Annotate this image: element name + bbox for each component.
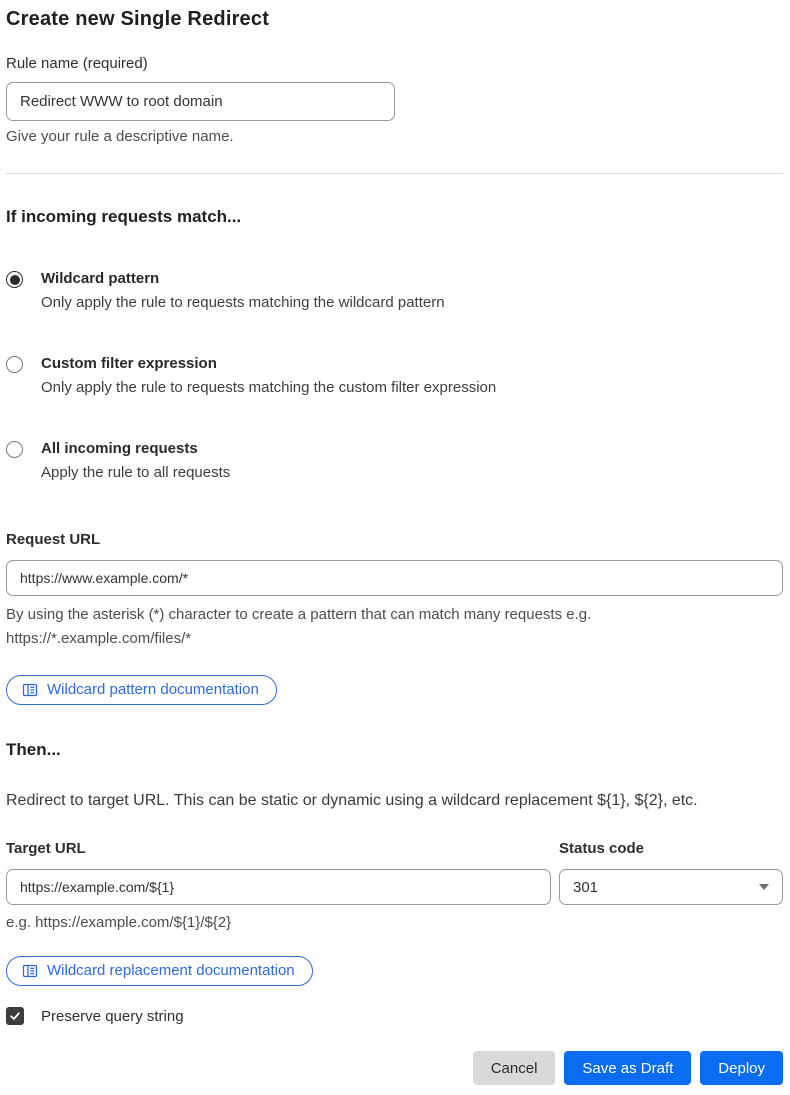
radio-desc-wildcard-pattern: Only apply the rule to requests matching the wildcard pattern <box>41 294 445 311</box>
request-url-help <box>6 603 783 651</box>
preserve-query-row <box>6 1007 783 1025</box>
status-code-select[interactable] <box>559 869 783 905</box>
radio-wildcard-pattern[interactable] <box>6 271 23 288</box>
request-url-input[interactable] <box>6 560 783 596</box>
target-url-input[interactable] <box>6 869 551 905</box>
chevron-down-icon <box>759 884 769 890</box>
wildcard-pattern-docs-label: Wildcard pattern documentation <box>47 681 259 698</box>
status-code-label: Status code <box>559 840 645 857</box>
page-title: Create new Single Redirect <box>6 8 270 30</box>
wildcard-replacement-docs-label: Wildcard replacement documentation <box>47 962 295 979</box>
radio-option-wildcard-pattern[interactable] <box>6 270 783 311</box>
target-url-help: e.g. https://example.com/${1}/${2} <box>6 914 232 931</box>
preserve-query-label[interactable]: Preserve query string <box>41 1007 184 1025</box>
request-url-help-line2: https://*.example.com/files/* <box>6 630 192 647</box>
radio-custom-filter[interactable] <box>6 356 23 373</box>
target-status-row <box>6 814 783 905</box>
radio-label-wildcard-pattern[interactable]: Wildcard pattern <box>41 270 160 287</box>
radio-label-all-requests[interactable]: All incoming requests <box>41 440 198 457</box>
checkmark-icon <box>9 1010 21 1022</box>
preserve-query-checkbox[interactable] <box>6 1007 24 1025</box>
wildcard-pattern-docs-button[interactable] <box>6 675 277 705</box>
request-url-label: Request URL <box>6 531 101 548</box>
then-section-heading: Then... <box>6 740 61 759</box>
section-divider <box>6 173 783 174</box>
then-section-description: Redirect to target URL. This can be static or dynamic using a wildcard replacement ${1}, ${2}, etc. <box>6 792 698 809</box>
radio-option-custom-filter[interactable] <box>6 355 783 396</box>
radio-desc-custom-filter: Only apply the rule to requests matching the custom filter expression <box>41 379 497 396</box>
cancel-button[interactable]: Cancel <box>473 1051 556 1085</box>
radio-all-requests[interactable] <box>6 441 23 458</box>
radio-label-custom-filter[interactable]: Custom filter expression <box>41 355 217 372</box>
target-url-label: Target URL <box>6 840 86 857</box>
radio-desc-all-requests: Apply the rule to all requests <box>41 464 231 481</box>
footer-actions <box>6 1051 783 1085</box>
wildcard-replacement-docs-button[interactable] <box>6 956 313 986</box>
book-icon <box>22 682 38 698</box>
rule-name-input[interactable] <box>6 82 395 121</box>
match-type-radio-group <box>6 270 783 481</box>
rule-name-label: Rule name (required) <box>6 55 148 72</box>
book-icon <box>22 963 38 979</box>
status-code-value: 301 <box>573 878 599 896</box>
rule-name-help: Give your rule a descriptive name. <box>6 128 234 145</box>
radio-option-all-requests[interactable] <box>6 440 783 481</box>
request-url-help-line1: By using the asterisk (*) character to create a pattern that can match many requests e.g. <box>6 606 592 623</box>
save-as-draft-button[interactable]: Save as Draft <box>564 1051 691 1085</box>
deploy-button[interactable]: Deploy <box>700 1051 783 1085</box>
match-section-heading: If incoming requests match... <box>6 207 242 226</box>
